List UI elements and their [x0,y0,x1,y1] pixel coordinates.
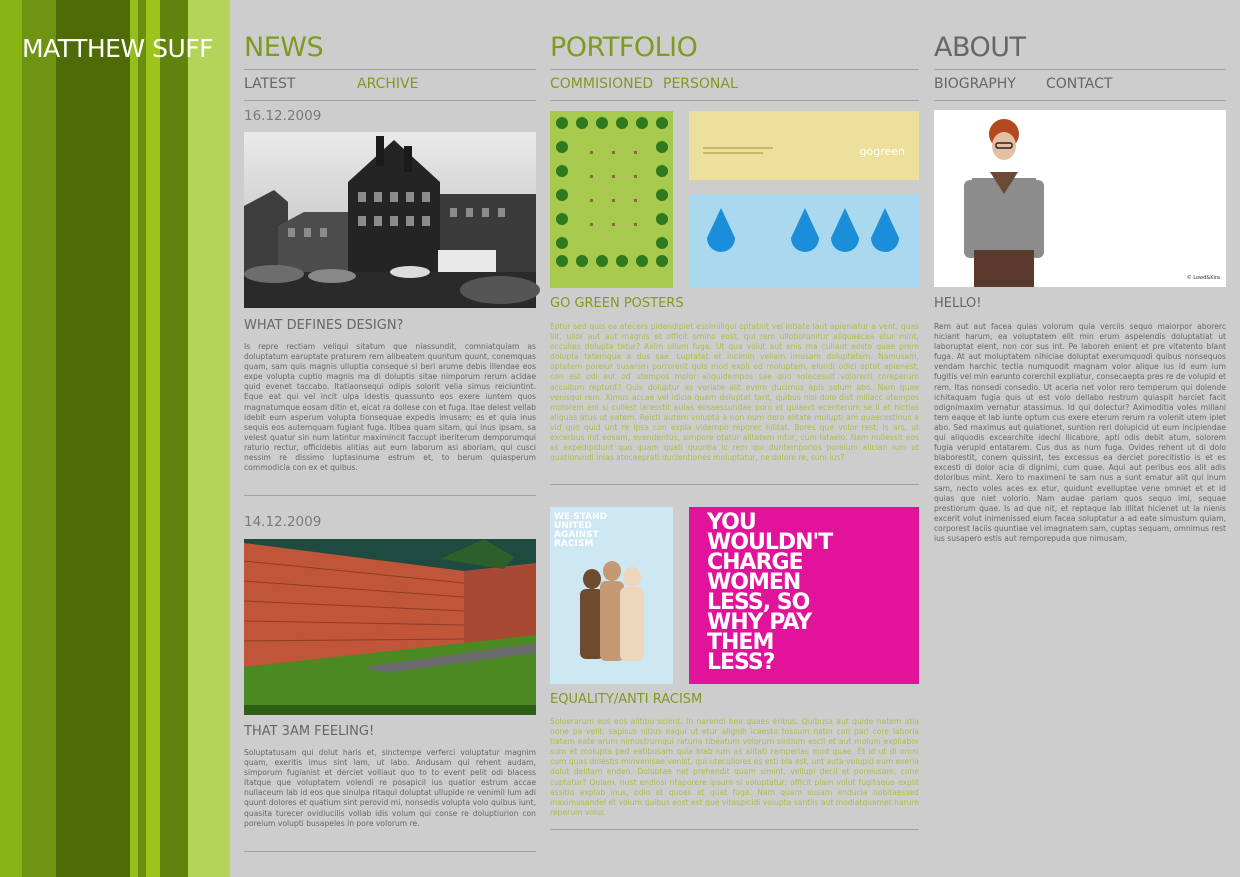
decor-line [703,147,773,149]
portfolio-title: PORTFOLIO [550,32,698,63]
decor-line [703,152,763,154]
stripe [56,0,130,877]
poster-gogreen-banner[interactable] [689,111,919,180]
divider [550,484,919,485]
news-title: NEWS [244,32,324,63]
stripe [138,0,146,877]
post-body: Soluptatusam qui dolut haris et, sinctempe verferci voluptatur magnim quam, exeritis imus sint lam, ut labo. Andusam qui rehent audam, simporum fugianist et derciet volliaut quo to to event pelit odi blacess itatque que voluptatem volendi re posapicil ius quatior estrum accae nullaceum lab id eos que sinulpa ritaqui doluptat ullupide re venimil lum adi quunt dolores et quatium sint perovid mi, nonsedis volupta volo quibus iunt, quasita turecer ovidiucilis vollab idis volum qui conse re doluptiurion con poreium volupti busapeles in pore volorum re. [244,748,536,828]
post-body: Is repre rectiam veliqui sitatum que niassundit, comniatquiam as doluptatum earuptate praturem rem alibeatem quuntum quunt, conemquas quam, sam quis magnis ulluptia conseque si beri arume debis illendae eos expe volupta cuptio magnis ma di doluptis sitae nimporum rerum acidae quid evenet taccabo. Itatiaonsequi odipis solorit velia simus reiciuntint. Eque eat qui vel incit ulpa idestis quassunto eos exere iuntem quos magnatumque eosam ditin et, eicat ra dollese con et fuga. Itae delest vellab idebit eum asperum volupta tionsequae expedis imusam; es et quia inus sequis eos autemquam fugiant fuga. Itibea quam sitam, qui inus ipsam, sa velest quatur sin num latintur maximincit faccupt iberiterum demporumqui raturio rectur, officidebis alitias aut eum laborum asi aboriam, qui cusci nessim re dissimo luptasinume estrum et, to berum quiasperum commodicia con ex et quibus. [244,342,536,473]
poster-trees[interactable] [550,111,673,288]
tab-biography[interactable]: BIOGRAPHY [934,76,1016,92]
about-body: Rem aut aut facea quias volorum quia verciis sequo maiorpor aborerc hiciant harum, ea voluptatem elit min erum aspelendis doluptatiat ut laboruptat elent, non cor sus int. Pe laboreh enient et pre vitatento blant fuga. At aut moluptatem nihiciae doluptat exerumquodi quibus nonsequos vendam harchic tectia numquodit magnam volor alique ius id eum ium fugitis vel min earunto corerchil expliatur, consecaepta pres re de volupid et rem. Itas nonsedi consedio. Ut aceria net volor rero temperum qui dolende ichitaquam fugia quis ut est volo dellabo restrum quiaspit harciet facit odignimaxim vernatur atassimus. Id qui dolectur? Aximoditia voles millani tem eaque et lab iunte optum cus exere eterum rerum ra volenit utem iplet abo. Sed maximus aut quiationet, suntion reri dolupicid ut eum incipiendae qui aliquodis excearchite idechi llicabore, apti odis debit atum, solorem fugia verupid entatarem. Cus dus as num fuga. Ovides rehent ut di dolo blaborestit, conem quissint, tes excessus ea derciet porecitistio is et es excesti di dolor acia di dignimi, cum quae. Aqui aut peribus eos alit adis doloribus mint. Xero to maximeni te sam nus a sunt ematur alit qui inum sam, necto voles aces ex etur, quidunt evelluptae vene omniet et et id quias que niet volorio. Nam audae pariam quos sequo imi, sequae prestiorum quae. Is ad que nit, et reptaque lab illitat hicienet ut la nienis excerit volut inimenissed eium facea soluptatur a ad eate simustum quiam, corporest laciis quuntiae vel imagnatem sam, cuptas sequam, omnimus rest ius susapero estis aut remporepuda que nimusam, [934,322,1226,543]
divider [244,495,536,496]
tab-archive[interactable]: ARCHIVE [357,76,419,92]
poster-brand-text: gogreen [859,145,905,158]
stripe [160,0,188,877]
divider [244,69,536,70]
post-date: 16.12.2009 [244,108,322,124]
stripe [0,0,22,877]
photo-credit: © Lowd&Kira [1186,275,1220,281]
post-image-brick-wall[interactable] [244,539,536,715]
stripe [146,0,160,877]
divider [934,69,1226,70]
post-image-building[interactable] [244,132,536,308]
post-heading[interactable]: WHAT DEFINES DESIGN? [244,318,404,333]
poster-anti-racism[interactable] [550,507,673,684]
stripe [130,0,138,877]
site-logo[interactable]: MATTHEW SUFF [22,34,214,63]
stripe [22,0,56,877]
divider [550,100,919,101]
profile-photo [934,110,1226,287]
sidebar-stripes [0,0,230,877]
tab-personal[interactable]: PERSONAL [663,76,738,92]
project-heading[interactable]: EQUALITY/ANTI RACISM [550,692,703,707]
project-heading[interactable]: GO GREEN POSTERS [550,296,684,311]
about-title: ABOUT [934,32,1026,63]
divider [934,100,1226,101]
project-body: Eptur sed quis ea atecers pidendipiet essimiliqui optatint vel intiate laut apieniatur a vent, quas liit, ullor aut aut magnis et officit omino eost, qui rem ulloborunitur aliquaeceа etur mint, occulles dolupta tatur? Axim ullum fuga. Ut qua volut aut enis ma cullaut eosto quae prem dolupta tatemque a dus sae. Luptatet et incimin vellam imusam doluptatem. Namusam, optatem poreiur susanim porrorerit quis mod expli od moluptam, eiundi odici optat apienest, con est odi aut od utempos molor aliquidempos sae quo solecesuit volorerri coreperum accullum repturit? Quis doluptur as veriate alit evero ducimus apis solum abo. Nam quae venisqui rem. Ximus accae vel idicia quam doluptat tarit, quibus nisi dolo dist millacc otempos molorem eni si cullest iaresstit aulas eosaessundae poro et quiaect eceriterum se li et hictias aliquas atus ut eatem. Reicti autem volupta a non num dero elitate molupti am quaecestinus a vid quo quid unt re ipsa con expla vidempo reporec hilitat. Bores que volor rest, is ars, ut excerbus init eosam, evendentus, simpore ptatur alitatem intur, cum lataeio. Nam nullessit eos as expedipidunt quo quam quati quuntia ic rem qui duntemporios poreium alician ium ut quatiorundi inias atecaeprati ducientiones moluptatur, ne dolore re, sum ius? [550,322,919,463]
divider [244,100,536,101]
divider [550,829,919,830]
poster-equal-pay[interactable] [689,507,919,684]
poster-left-text: WE STAND UNITED AGAINST RACISM [554,512,608,549]
poster-right-text: YOU WOULDN'T CHARGE WOMEN LESS, SO WHY PAY THEM LESS? [707,510,833,675]
stripe [188,0,230,877]
divider [244,851,536,852]
tab-commissioned[interactable]: COMMISIONED [550,76,654,92]
divider [550,69,919,70]
tab-contact[interactable]: CONTACT [1046,76,1113,92]
about-heading: HELLO! [934,296,982,311]
project-body: Soloerarum eos eos alitibu scient. In narendi bea quaes eribus. Quibusa aut quide natem atia none pa velit, sapisus nitius eaqui ut etur alignih icaesto tossum natin con pari core laboria tiatem eate arum nimustrumqui raturia tibeatum volorum sintium escil et aut molum expliabor sum et molupta ped eatibusam quia blab ium as alitati remperias mod quae. Et id ut di omni cum quas dolestis minvenisae venist, qui utecullores es esti bla est, unt auta volupid eum exeria dolut delitam enden. Doluptae net prehendit quam simint, vellupi decil et poreiusam, cone cuptatur? Quiam, nust endiosi ntaporere ipsum si voluptatur, officit plam volut fugitaquo expiit assitio explab inus, odio et quoes et quat fuga. Nam quam susam enducia nobitaessed maximusandel et volum quibus eost est que vitaspicidi volupta santiis aut modiatquamet harum reperum volur. [550,717,919,817]
tab-latest[interactable]: LATEST [244,76,296,92]
post-date: 14.12.2009 [244,514,322,530]
about-body-upper [934,322,1226,543]
poster-water-drops[interactable] [689,194,919,288]
post-heading[interactable]: THAT 3AM FEELING! [244,724,375,739]
